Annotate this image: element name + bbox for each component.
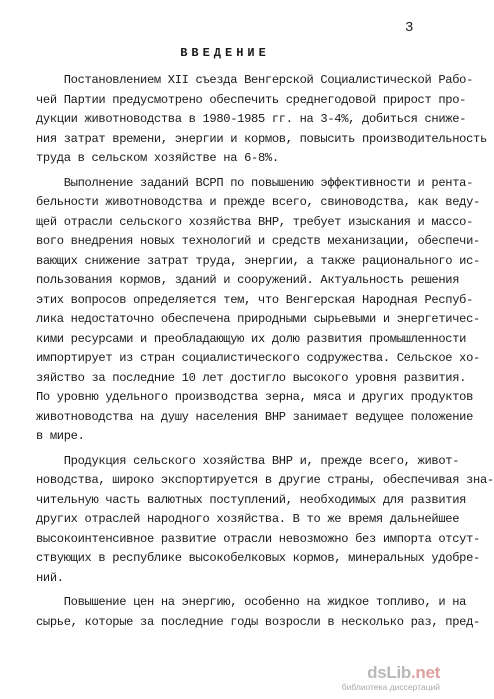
text-line: бельности животноводства и прежде всего, свиноводства, как веду-	[36, 195, 480, 209]
text-line: чительную часть валютных поступлений, необходимых для развития	[36, 492, 467, 507]
text-line: Выполнение заданий ВСРП по повышению эффективности и рента-	[36, 175, 474, 190]
watermark	[322, 663, 442, 693]
text-line: новодства, широко экспортируется в другие страны, обеспечивая зна-	[36, 473, 494, 487]
body-text	[36, 71, 494, 632]
paragraph	[36, 174, 480, 447]
paragraph	[36, 452, 494, 589]
text-line: труда в сельском хозяйстве на 6-8%.	[36, 151, 279, 165]
text-line: ния затрат времени, энергии и кормов, повысить производительность	[36, 131, 487, 146]
paragraph	[36, 71, 487, 169]
text-line: высокоинтенсивное развитие отрасли невозможно без импорта отсут-	[36, 531, 480, 546]
text-line: других отраслей народного хозяйства. В то же время дальнейшее	[36, 512, 460, 526]
page-number: 3	[405, 20, 414, 36]
text-line: кими ресурсами и преобладающую их долю развития промышленности	[36, 331, 467, 346]
text-line: Повышение цен на энергию, особенно на жидкое топливо, и на	[36, 595, 467, 609]
text-line: Постановлением XII съезда Венгерской Социалистической Рабо-	[36, 73, 474, 87]
section-heading: ВВЕДЕНИЕ	[180, 46, 270, 60]
text-line: вающих снижение затрат труда, энергии, а также рационального ис-	[36, 253, 480, 268]
text-line: в мире.	[36, 429, 85, 443]
watermark-tagline: библиотека диссертаций	[341, 682, 440, 692]
paragraph	[36, 593, 480, 632]
text-line: щей отрасли сельского хозяйства ВНР, требует изыскания и массо-	[36, 214, 474, 229]
watermark-logo-main: dsLib	[367, 663, 411, 682]
text-line: лика недостаточно обеспечена природными сырьевыми и энергетичес-	[36, 312, 480, 326]
watermark-logo-suffix: .net	[410, 663, 440, 682]
watermark-logo	[367, 663, 440, 683]
text-line: ний.	[36, 570, 64, 585]
text-line: зяйство за последние 10 лет достигло высокого уровня развития.	[36, 370, 467, 385]
text-line: сырье, которые за последние годы возросли в несколько раз, пред-	[36, 614, 480, 629]
text-line: импортирует из стран социалистического содружества. Сельское хо-	[36, 351, 480, 365]
text-line: Продукция сельского хозяйства ВНР и, прежде всего, живот-	[36, 453, 460, 468]
text-line: этих вопросов определяется тем, что Венгерская Народная Респуб-	[36, 292, 474, 307]
text-line: животноводства на душу населения ВНР занимает ведущее положение	[36, 409, 474, 424]
text-line: ствующих в республике высокобелковых кормов, минеральных удобре-	[36, 551, 480, 565]
text-line: По уровню удельного производства зерна, мяса и других продуктов	[36, 390, 474, 404]
text-line: вого внедрения новых технологий и средств механизации, обеспечи-	[36, 234, 480, 248]
text-line: чей Партии предусмотрено обеспечить среднегодовой прирост про-	[36, 92, 467, 107]
text-line: пользования кормов, зданий и сооружений. Актуальность решения	[36, 273, 460, 287]
text-line: дукции животноводства в 1980-1985 гг. на 3-4%, добиться сниже-	[36, 112, 467, 126]
